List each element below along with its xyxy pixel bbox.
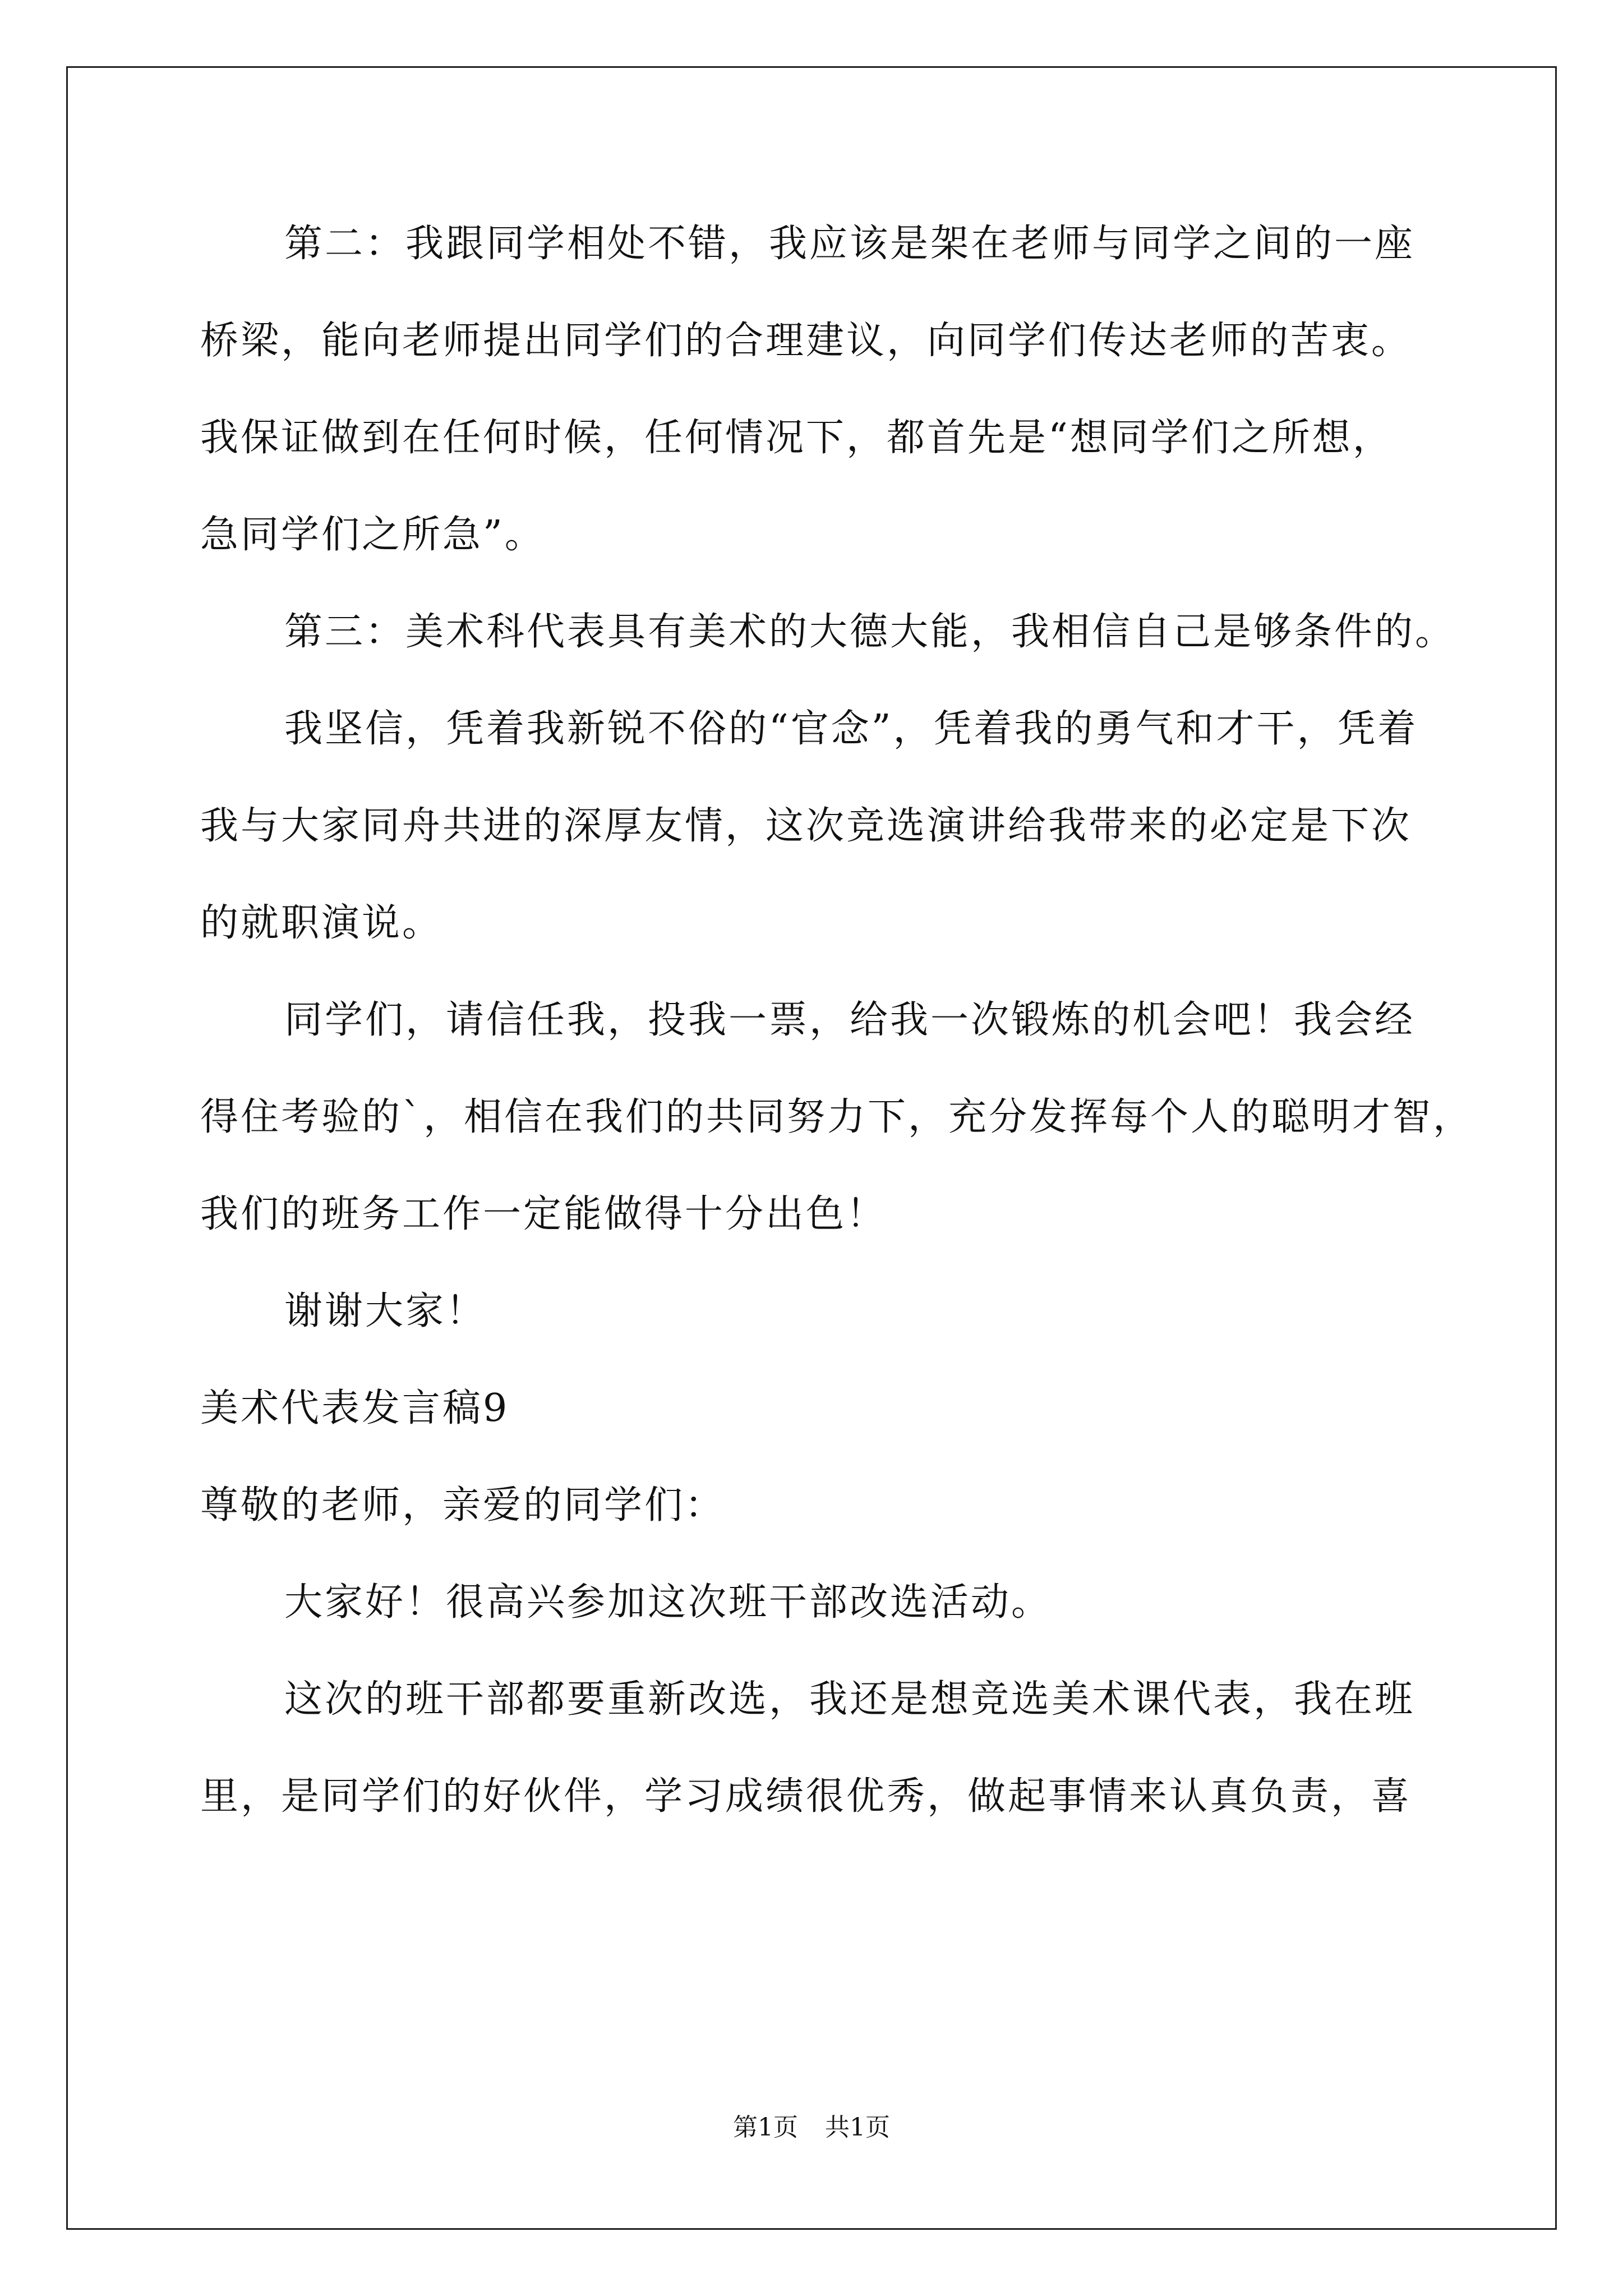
paragraph-line: 同学们，请信任我，投我一票，给我一次锻炼的机会吧！我会经 (284, 998, 1415, 1042)
section-title: 美术代表发言稿9 (200, 1386, 510, 1430)
paragraph-line: 我与大家同舟共进的深厚友情，这次竞选演讲给我带来的必定是下次 (200, 804, 1412, 848)
closing-line: 谢谢大家！ (284, 1289, 487, 1333)
page-footer (0, 2112, 1623, 2143)
paragraph-line: 得住考验的`，相信在我们的共同努力下，充分发挥每个人的聪明才智， (200, 1095, 1474, 1139)
page-border (66, 66, 1557, 2230)
paragraph-line: 急同学们之所急”。 (200, 513, 545, 557)
paragraph-line: 里，是同学们的好伙伴，学习成绩很优秀，做起事情来认真负责，喜 (200, 1774, 1412, 1819)
paragraph-line: 大家好！很高兴参加这次班干部改选活动。 (284, 1580, 1052, 1625)
paragraph-line: 桥梁，能向老师提出同学们的合理建议，向同学们传达老师的苦衷。 (200, 319, 1412, 363)
paragraph-line: 的就职演说。 (200, 901, 443, 945)
paragraph-line: 我保证做到在任何时候，任何情况下，都首先是“想同学们之所想， (200, 416, 1393, 460)
paragraph-line: 我们的班务工作一定能做得十分出色！ (200, 1192, 887, 1236)
paragraph-line: 第三：美术科代表具有美术的大德大能，我相信自己是够条件的。 (284, 610, 1456, 654)
page-total: 共1页 (825, 2113, 890, 2142)
paragraph-line: 这次的班干部都要重新改选，我还是想竞选美术课代表，我在班 (284, 1677, 1415, 1722)
paragraph-line: 第二：我跟同学相处不错，我应该是架在老师与同学之间的一座 (284, 222, 1415, 266)
page-number: 第1页 (733, 2113, 798, 2142)
paragraph-line: 我坚信，凭着我新锐不俗的“官念”，凭着我的勇气和才干，凭着 (284, 707, 1418, 751)
salutation-line: 尊敬的老师，亲爱的同学们： (200, 1483, 726, 1527)
